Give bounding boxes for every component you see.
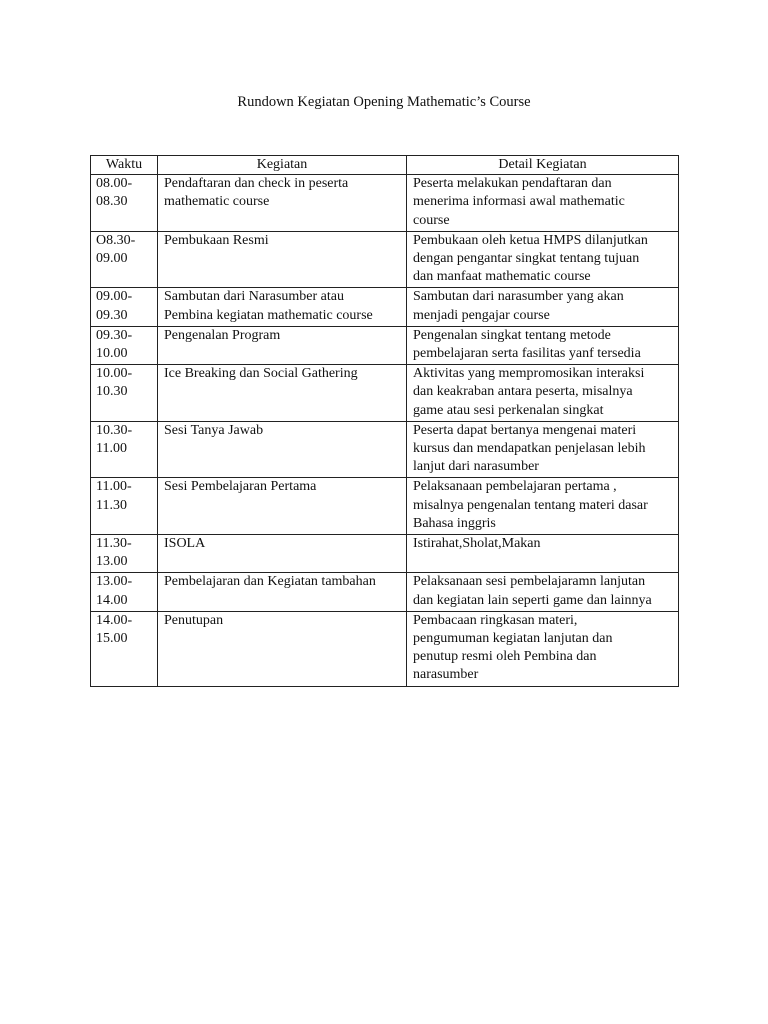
table-row xyxy=(91,535,679,573)
cell-time: 08.00- 08.30 xyxy=(91,175,158,232)
table-header-row xyxy=(91,156,679,175)
cell-detail: Sambutan dari narasumber yang akan menjadi pengajar course xyxy=(407,288,679,326)
table-row xyxy=(91,611,679,686)
cell-time: 09.30- 10.00 xyxy=(91,326,158,364)
table-row xyxy=(91,478,679,535)
table-row xyxy=(91,365,679,422)
schedule-body xyxy=(91,175,679,686)
cell-time: 10.00- 10.30 xyxy=(91,365,158,422)
cell-detail: Pengenalan singkat tentang metode pembelajaran serta fasilitas yanf tersedia xyxy=(407,326,679,364)
cell-activity: Sesi Pembelajaran Pertama xyxy=(158,478,407,535)
header-time: Waktu xyxy=(91,156,158,175)
cell-activity: Pendaftaran dan check in peserta mathematic course xyxy=(158,175,407,232)
cell-activity: ISOLA xyxy=(158,535,407,573)
cell-time: O8.30- 09.00 xyxy=(91,231,158,288)
table-row xyxy=(91,421,679,478)
cell-time: 10.30- 11.00 xyxy=(91,421,158,478)
cell-detail: Pelaksanaan sesi pembelajaramn lanjutan dan kegiatan lain seperti game dan lainnya xyxy=(407,573,679,611)
cell-time: 14.00- 15.00 xyxy=(91,611,158,686)
cell-time: 11.00- 11.30 xyxy=(91,478,158,535)
cell-activity: Penutupan xyxy=(158,611,407,686)
table-row xyxy=(91,231,679,288)
table-row xyxy=(91,573,679,611)
cell-activity: Sesi Tanya Jawab xyxy=(158,421,407,478)
cell-time: 13.00- 14.00 xyxy=(91,573,158,611)
cell-activity: Ice Breaking dan Social Gathering xyxy=(158,365,407,422)
cell-activity: Pengenalan Program xyxy=(158,326,407,364)
cell-detail: Aktivitas yang mempromosikan interaksi dan keakraban antara peserta, misalnya game atau sesi perkenalan singkat xyxy=(407,365,679,422)
schedule-table xyxy=(90,155,679,687)
header-detail: Detail Kegiatan xyxy=(407,156,679,175)
cell-detail: Istirahat,Sholat,Makan xyxy=(407,535,679,573)
table-row xyxy=(91,175,679,232)
page-title: Rundown Kegiatan Opening Mathematic’s Course xyxy=(237,94,531,110)
cell-detail: Pelaksanaan pembelajaran pertama , misalnya pengenalan tentang materi dasar Bahasa inggris xyxy=(407,478,679,535)
cell-detail: Pembukaan oleh ketua HMPS dilanjutkan dengan pengantar singkat tentang tujuan dan manfaat mathematic course xyxy=(407,231,679,288)
cell-activity: Pembelajaran dan Kegiatan tambahan xyxy=(158,573,407,611)
cell-detail: Pembacaan ringkasan materi, pengumuman kegiatan lanjutan dan penutup resmi oleh Pembina dan narasumber xyxy=(407,611,679,686)
table-row xyxy=(91,288,679,326)
cell-activity: Pembukaan Resmi xyxy=(158,231,407,288)
cell-time: 09.00- 09.30 xyxy=(91,288,158,326)
table-row xyxy=(91,326,679,364)
cell-detail: Peserta melakukan pendaftaran dan menerima informasi awal mathematic course xyxy=(407,175,679,232)
cell-detail: Peserta dapat bertanya mengenai materi kursus dan mendapatkan penjelasan lebih lanjut dari narasumber xyxy=(407,421,679,478)
cell-time: 11.30- 13.00 xyxy=(91,535,158,573)
cell-activity: Sambutan dari Narasumber atau Pembina kegiatan mathematic course xyxy=(158,288,407,326)
header-activity: Kegiatan xyxy=(158,156,407,175)
